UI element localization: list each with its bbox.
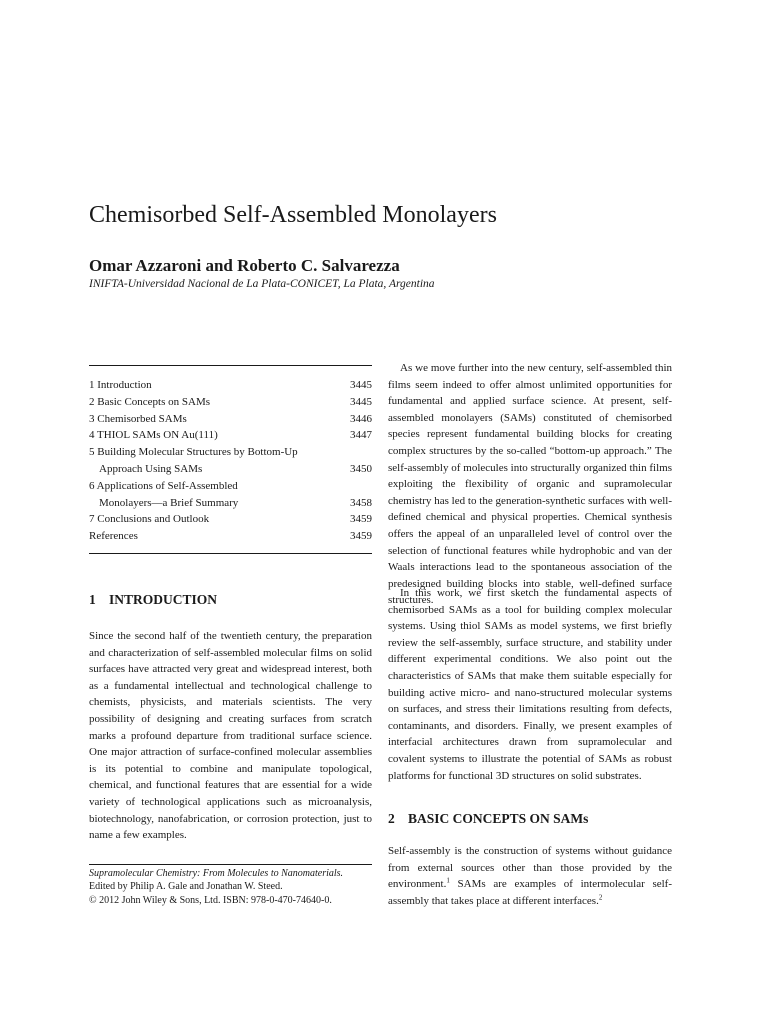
- table-of-contents: [89, 365, 372, 554]
- toc-entry-label: 4 THIOL SAMs ON Au(111): [89, 429, 218, 442]
- toc-entry-label: 6 Applications of Self-Assembled: [89, 479, 238, 492]
- toc-entry-label: 2 Basic Concepts on SAMs: [89, 395, 210, 408]
- toc-entry-page: 3458: [350, 496, 372, 509]
- toc-entry[interactable]: [89, 444, 372, 478]
- paragraph-text: Self-assembly is the construction of systems without guidance from external sources other than those provided by the environment.: [388, 845, 672, 891]
- toc-entry-page: 3445: [350, 395, 372, 408]
- toc-entry[interactable]: [89, 427, 372, 444]
- introduction-paragraph: Since the second half of the twentieth century, the preparation and characterization of self-assembled molecular films on solid surfaces have attracted very great and widespread interest, both as a fundamental intellectual and technological challenge to chemists, physicists, and materials scientists. The very possibility of designing and creating surfaces from scratch marks a profound departure from traditional surface science. One major attraction of surface-confined molecular assemblies is its potential to combine and manipulate topological, chemical, and functional features that are essential for a wide variety of technological applications such as microanalysis, biotechnology, nanofabrication, or corrosion protection, just to name a few examples.: [89, 630, 372, 842]
- toc-entry-page: 3447: [350, 429, 372, 442]
- toc-entry-sublabel: Monolayers—a Brief Summary: [99, 496, 239, 509]
- basic-concepts-paragraph: [388, 843, 672, 909]
- book-footnote: [89, 864, 372, 907]
- book-copyright: © 2012 John Wiley & Sons, Ltd. ISBN: 978-0-470-74640-0.: [89, 894, 332, 906]
- book-title: Supramolecular Chemistry: From Molecules to Nanomaterials.: [89, 868, 344, 879]
- body-paragraph: As we move further into the new century, self-assembled thin films seem indeed to offer almost unlimited opportunities for fundamental and applied surface science. At present, self-assembled monolayers (SAMs) constituted of chemisorbed species represent fundamental building blocks for creating complex structures by the so-called “bottom-up approach.” The self-assembly of molecules into structurally organized thin films exploiting the flexibility of organic and supramolecular chemistry has led to the generation-synthetic surfaces with well-defined chemical and physical properties. Chemical synthesis offers the appeal of an unparalleled level of control over the selection of functional features while hydrophobic and van der Waals interactions lead to the spontaneous association of the predesigned building blocks into stable, well-defined surface structures.: [388, 362, 672, 607]
- toc-entry[interactable]: [89, 478, 372, 512]
- toc-entry-page: 3459: [350, 513, 372, 526]
- toc-entry-label: 1 Introduction: [89, 379, 152, 391]
- section-title: INTRODUCTION: [109, 592, 218, 607]
- affiliation: INIFTA-Universidad Nacional de La Plata-CONICET, La Plata, Argentina: [89, 278, 435, 290]
- reference-citation[interactable]: 1: [446, 876, 450, 885]
- toc-entry-label: 3 Chemisorbed SAMs: [89, 412, 187, 425]
- book-editors: Edited by Philip A. Gale and Jonathan W. Steed.: [89, 881, 283, 893]
- toc-entry-page: 3459: [350, 530, 372, 543]
- toc-entry[interactable]: [89, 528, 372, 545]
- toc-entry-sublabel: Approach Using SAMs: [99, 462, 203, 475]
- section-heading-basic-concepts: [388, 811, 588, 827]
- authors: Omar Azzaroni and Roberto C. Salvarezza: [89, 256, 400, 275]
- section-title: BASIC CONCEPTS ON SAMs: [408, 811, 589, 826]
- toc-entry-page: 3446: [350, 412, 372, 425]
- section-number: 2: [388, 811, 395, 826]
- paragraph-text: SAMs are examples of intermolecular self-assembly that takes place at different interfaces.: [388, 878, 672, 907]
- toc-entry-page: 3445: [350, 379, 372, 391]
- reference-citation[interactable]: 2: [598, 893, 603, 902]
- toc-entry[interactable]: [89, 511, 372, 528]
- toc-entry-label: 5 Building Molecular Structures by Bottom-Up: [89, 446, 298, 459]
- paper-title: Chemisorbed Self-Assembled Monolayers: [89, 202, 497, 228]
- toc-entry-page: 3450: [350, 462, 372, 475]
- toc-entry[interactable]: [89, 394, 372, 411]
- toc-entry[interactable]: [89, 411, 372, 428]
- toc-entry-label: 7 Conclusions and Outlook: [89, 513, 210, 526]
- body-paragraph: In this work, we first sketch the fundamental aspects of chemisorbed SAMs as a tool for building complex molecular systems. Using thiol SAMs as model systems, we first briefly review the self-assembly, surface structure, and stability under different experimental conditions. We also point out the characteristics of SAMs that make them suitable especially for building active micro- and nano-structured molecular systems on surfaces, and stress their limitations resulting from defects, contaminants, and disorders. Finally, we present examples of interfacial architectures drawn from supramolecular and covalent systems to illustrate the potential of SAMs as robust platforms for functional 3D structures on solid substrates.: [388, 587, 672, 782]
- toc-entry[interactable]: [89, 377, 372, 394]
- section-heading-introduction: [89, 592, 217, 608]
- toc-entry-label: References: [89, 530, 138, 543]
- section-number: 1: [89, 592, 96, 607]
